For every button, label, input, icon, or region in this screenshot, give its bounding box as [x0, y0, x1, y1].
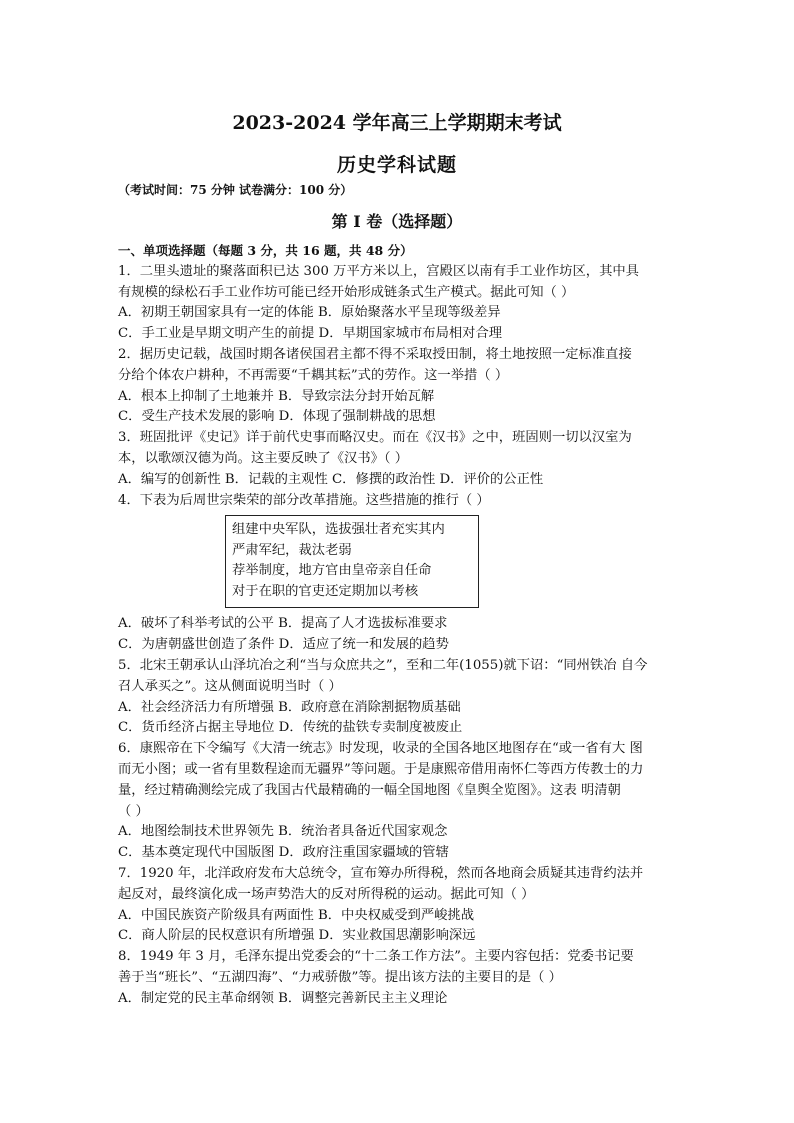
question-stem-line: 7．1920 年，北洋政府发布大总统令，宣布筹办所得税，然而各地商会质疑其违背约法并	[118, 865, 644, 881]
question-8	[118, 947, 688, 1009]
question-stem-line: 3．班固批评《史记》详于前代史事而略汉史。而在《汉书》之中，班固则一切以汉室为	[118, 430, 632, 446]
question-stem-line: 分给个体农户耕种，不再需要“千耦其耘”式的劳作。这一举措（ ）	[118, 367, 509, 383]
reform-table	[225, 515, 479, 608]
option-line: A．制定党的民主革命纲领 B．调整完善新民主主义理论	[118, 990, 448, 1006]
table-row: 严肃军纪，裁汰老弱	[232, 542, 352, 558]
question-stem-line: 5．北宋王朝承认山泽坑冶之利“当与众庶共之”，至和二年(1055)就下诏：“同州铁冶 自今	[118, 657, 648, 673]
question-stem-line: 量，经过精确测绘完成了我国古代最精确的一幅全国地图《皇舆全览图》。这表 明清朝	[118, 782, 621, 798]
table-row: 荐举制度，地方官由皇帝亲自任命	[232, 563, 432, 579]
question-stem-line: 起反对，最终演化成一场声势浩大的反对所得税的运动。据此可知（ ）	[118, 886, 535, 902]
question-stem-line: 6．康熙帝在下令编写《大清一统志》时发现，收录的全国各地区地图存在“或一省有大 图	[118, 741, 643, 757]
section-heading: 第 I 卷（选择题）	[331, 212, 463, 231]
subject-title: 历史学科试题	[336, 154, 457, 176]
question-stem-line: 善于当“班长”、“五湖四海”、“力戒骄傲”等。提出该方法的主要目的是（ ）	[118, 969, 562, 985]
option-line: C．受生产技术发展的影响 D．体现了强制耕战的思想	[118, 409, 436, 425]
question-stem-line: 召人承买之”。这从侧面说明当时（ ）	[118, 678, 342, 694]
option-line: A．地图绘制技术世界领先 B．统治者具备近代国家观念	[118, 824, 448, 840]
table-row: 组建中央军队，选拔强壮者充实其内	[232, 522, 445, 538]
option-line: C．手工业是早期文明产生的前提 D．早期国家城市布局相对合理	[118, 326, 503, 342]
exam-meta: （考试时间：75 分钟 试卷满分：100 分）	[118, 183, 353, 197]
option-line: A．社会经济活力有所增强 B．政府意在消除割据物质基础	[118, 699, 461, 715]
questions	[118, 241, 688, 1010]
question-7	[118, 864, 688, 947]
option-line: C．货币经济占据主导地位 D．传统的盐铁专卖制度被废止	[118, 720, 463, 736]
option-line: A．破坏了科举考试的公平 B．提高了人才选拔标准要求	[118, 616, 448, 632]
question-stem-line: （ ）	[118, 803, 149, 819]
option-line: C．为唐朝盛世创造了条件 D．适应了统一和发展的趋势	[118, 637, 449, 653]
question-1	[118, 262, 688, 345]
question-3	[118, 428, 688, 490]
question-stem-line: 2．据历史记载，战国时期各诸侯国君主都不得不采取授田制，将土地按照一定标准直接	[118, 346, 632, 362]
option-line: C．基本奠定现代中国版图 D．政府注重国家疆域的管辖	[118, 845, 449, 861]
question-stem-line: 1．二里头遗址的聚落面积已达 300 万平方米以上，宫殿区以南有手工业作坊区，其中具	[118, 263, 639, 279]
option-line: A．编写的创新性 B．记载的主观性 C．修撰的政治性 D．评价的公正性	[118, 471, 544, 487]
question-6	[118, 739, 688, 864]
option-line: A．根本上抑制了土地兼并 B．导致宗法分封开始瓦解	[118, 388, 435, 404]
option-line: C．商人阶层的民权意识有所增强 D．实业救国思潮影响深远	[118, 928, 476, 944]
question-stem-line: 有规模的绿松石手工业作坊可能已经开始形成链条式生产模式。据此可知（ ）	[118, 284, 575, 300]
exam-title: 2023-2024 学年高三上学期期末考试	[232, 112, 562, 134]
question-stem-line: 4．下表为后周世宗柴荣的部分改革措施。这些措施的推行（ ）	[118, 492, 490, 508]
question-4	[118, 491, 688, 656]
question-stem-line: 8．1949 年 3 月，毛泽东提出党委会的“十二条工作方法”。主要内容包括：党委书记要	[118, 949, 634, 965]
option-line: A．中国民族资产阶级具有两面性 B．中央权威受到严峻挑战	[118, 907, 475, 923]
question-5	[118, 656, 688, 739]
question-stem-line: 本，以歌颂汉德为尚。这主要反映了《汉书》（ ）	[118, 450, 409, 466]
option-line: A．初期王朝国家具有一定的体能 B．原始聚落水平呈现等级差异	[118, 305, 501, 321]
question-stem-line: 而无小图；或一省有里数程途而无疆界”等问题。于是康熙帝借用南怀仁等西方传教士的力	[118, 761, 644, 777]
question-2	[118, 345, 688, 428]
part-heading: 一、单项选择题（每题 3 分，共 16 题，共 48 分）	[118, 243, 413, 258]
table-row: 对于在职的官吏还定期加以考核	[232, 583, 419, 599]
